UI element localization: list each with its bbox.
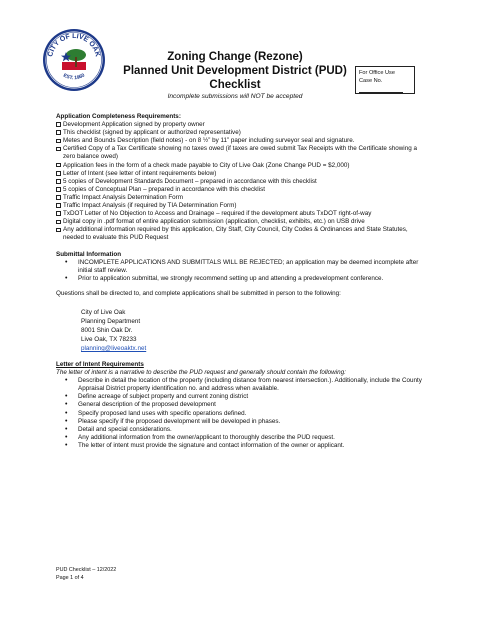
address-line: 8001 Shin Oak Dr. [81,326,133,334]
office-use-box [355,66,415,94]
checkbox-icon[interactable] [56,171,61,176]
letter-bullet: • General description of the proposed development [56,401,426,409]
letter-bullet: • The letter of intent must provide the signature and contact information of the owner or applicant. [56,442,426,450]
checkbox-icon[interactable] [56,187,61,192]
completeness-heading: Application Completeness Requirements: [56,113,181,120]
letter-bullet: • Any additional information from the owner/applicant to thoroughly describe the PUD request. [56,434,426,442]
checklist-item[interactable]: Metes and Bounds Description (field notes) - on 8 ½” by 11” paper including surveyor seal and signature. [56,137,426,145]
checklist-item[interactable]: TxDOT Letter of No Objection to Access and Drainage – required if the development abuts TxDOT right-of-way [56,210,426,218]
checkbox-icon[interactable] [56,179,61,184]
letter-bullet: • Please specify if the proposed development will be developed in phases. [56,418,426,426]
checklist-item[interactable]: Traffic Impact Analysis Determination Form [56,194,426,202]
footer-doc-version: PUD Checklist – 12/2022 [56,567,117,573]
checkbox-icon[interactable] [56,220,61,225]
checklist-item[interactable]: Letter of Intent (see letter of intent requirements below) [56,170,426,178]
checkbox-icon[interactable] [56,147,61,152]
incomplete-notice: Incomplete submissions will NOT be accepted [167,93,303,100]
letter-bullet: • Detail and special considerations. [56,426,426,434]
submittal-bullet: • INCOMPLETE APPLICATIONS AND SUBMITTALS WILL BE REJECTED; an application may be deemed incomplete after initial staff review. [56,259,426,275]
title-block [110,50,360,101]
questions-text: Questions shall be directed to, and complete applications shall be submitted in person to the following: [56,289,341,297]
checklist-item[interactable]: Application fees in the form of a check made payable to City of Live Oak (Zone Change PUD = $2,000) [56,162,426,170]
checkbox-icon[interactable] [56,139,61,144]
page-subtitle: Planned Unit Development District (PUD) Checklist [123,65,347,91]
letter-bullet: • Define acreage of subject property and current zoning district [56,393,426,401]
address-line: Live Oak, TX 78233 [81,335,137,343]
checklist-item[interactable]: Development Application signed by property owner [56,121,426,129]
page-footer [56,567,116,582]
checkbox-icon[interactable] [56,163,61,168]
seal-bottom-text: EST. 1960 [62,72,86,82]
email-link[interactable]: planning@liveoaktx.net [81,344,147,352]
letter-bullet: • Describe in detail the location of the property (including distance from nearest intersection.). Additionally, include the County Appraisal District property identification no. and address when available. [56,377,426,393]
checkbox-icon[interactable] [56,203,61,208]
letter-intro: The letter of intent is a narrative to describe the PUD request and generally should contain the following: [56,369,346,377]
footer-page-number: Page 1 of 4 [56,574,84,581]
checkbox-icon[interactable] [56,122,61,127]
case-no-label: Case No. [359,78,383,84]
checklist-item[interactable]: This checklist (signed by applicant or authorized representative) [56,129,426,137]
checkbox-icon[interactable] [56,195,61,200]
checkbox-icon[interactable] [56,130,61,135]
checklist-content [56,113,426,450]
checklist-item[interactable]: 5 copies of Conceptual Plan – prepared in accordance with this checklist [56,186,426,194]
letter-heading: Letter of Intent Requirements [56,360,144,368]
checkbox-icon[interactable] [56,211,61,216]
checklist-item[interactable]: Certified Copy of a Tax Certificate showing no taxes owed (if taxes are owed submit Tax Receipts with the Certificate showing a zero balance owed) [56,145,426,161]
address-line: Planning Department [81,317,141,325]
contact-address [56,308,426,353]
submittal-heading: Submittal Information [56,250,122,258]
checklist-item[interactable]: Traffic Impact Analysis (if required by TIA Determination Form) [56,202,426,210]
checklist-item[interactable]: 5 copies of Development Standards Document – prepared in accordance with this checklist [56,178,426,186]
address-line: City of Live Oak [81,308,126,316]
letter-bullet: • Specify proposed land uses with specific operations defined. [56,410,426,418]
city-seal-logo [42,28,106,92]
checklist-item[interactable]: Any additional information required by this application, City Staff, City Council, City Codes & Ordinances and State Statutes, needed to evaluate this PUD Request [56,226,426,242]
case-no-field[interactable] [359,92,381,93]
seal-top-text: CITY OF LIVE OAK [47,32,101,58]
submittal-bullet: • Prior to application submittal, we strongly recommend setting up and attending a predevelopment conference. [56,275,426,283]
office-use-label: For Office Use [359,70,395,76]
page-title: Zoning Change (Rezone) [167,51,303,63]
checkbox-icon[interactable] [56,228,61,233]
checklist-item[interactable]: Digital copy in .pdf format of entire application submission (application, checklist, exhibits, etc.) on USB drive [56,218,426,226]
